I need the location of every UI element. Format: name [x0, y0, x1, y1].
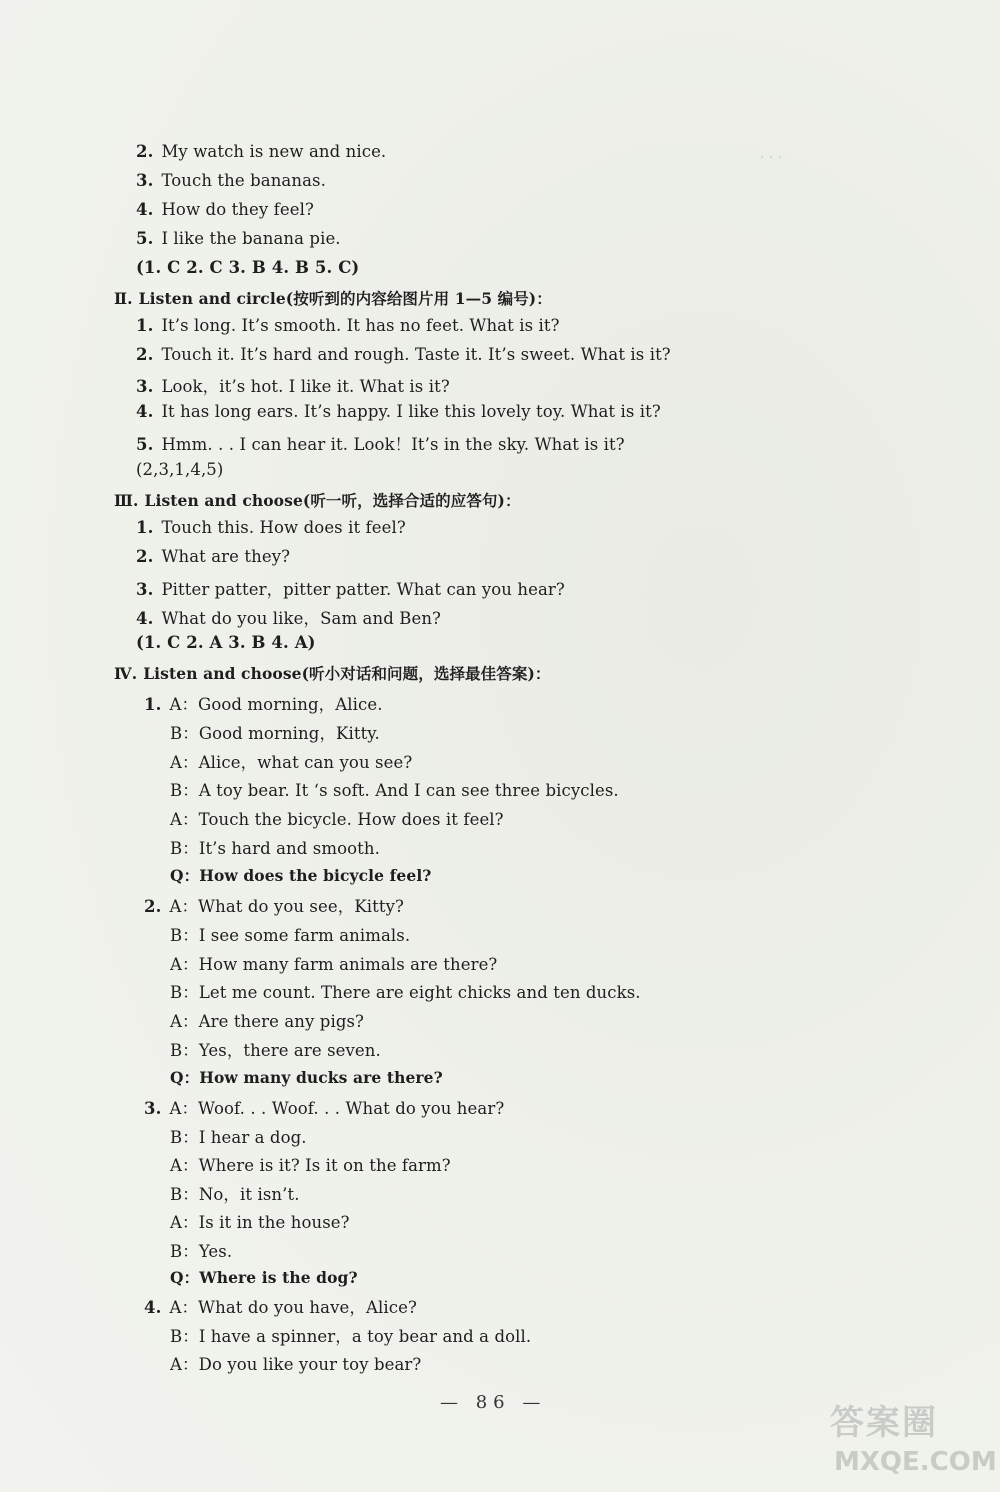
- answer-key: (2,3,1,4,5): [136, 460, 224, 479]
- list-item: 2. Touch it. It’s hard and rough. Taste it. It’s sweet. What is it?: [136, 345, 671, 364]
- list-item: 4. How do they feel?: [136, 200, 314, 219]
- section-heading: Ⅱ. Listen and circle(按听到的内容给图片用 1—5 编号)：: [114, 289, 552, 308]
- watermark-logo: [830, 1395, 995, 1487]
- list-item: 1. It’s long. It’s smooth. It has no feet. What is it?: [136, 316, 560, 335]
- dialogue-line: A：Touch the bicycle. How does it feel?: [170, 810, 504, 829]
- bleed-through-text: · · ·: [760, 150, 783, 166]
- dialogue-line: B：A toy bear. It ‘s soft. And I can see three bicycles.: [170, 781, 619, 800]
- dialogue-line: A：Do you like your toy bear?: [170, 1355, 422, 1374]
- list-item: 2. My watch is new and nice.: [136, 142, 387, 161]
- dialogue-line: A：Is it in the house?: [170, 1213, 350, 1232]
- dialogue-line: A：Where is it? Is it on the farm?: [170, 1156, 451, 1175]
- list-item: 4. What do you like，Sam and Ben?: [136, 609, 441, 628]
- dialogue-line: B：It’s hard and smooth.: [170, 839, 380, 858]
- dialogue-line: 2. A：What do you see，Kitty?: [144, 897, 404, 916]
- dialogue-line: B：I hear a dog.: [170, 1128, 307, 1147]
- list-item: 3. Pitter patter，pitter patter. What can you hear?: [136, 580, 565, 599]
- dialogue-line: 1. A：Good morning，Alice.: [144, 695, 383, 714]
- watermark-text: 答案圈: [830, 1403, 938, 1443]
- dialogue-line: B：Good morning，Kitty.: [170, 724, 380, 743]
- list-item: 5. I like the banana pie.: [136, 229, 341, 248]
- dialogue-question: Q：How does the bicycle feel?: [170, 866, 432, 885]
- list-item: 2. What are they?: [136, 547, 291, 566]
- dialogue-question: Q：How many ducks are there?: [170, 1068, 443, 1087]
- page-number: — 86 —: [440, 1392, 547, 1413]
- dialogue-line: A：How many farm animals are there?: [170, 955, 498, 974]
- answer-key: (1. C 2. C 3. B 4. B 5. C): [136, 258, 360, 277]
- dialogue-line: 4. A：What do you have，Alice?: [144, 1298, 417, 1317]
- section-heading: Ⅳ. Listen and choose(听小对话和问题，选择最佳答案)：: [114, 664, 551, 683]
- dialogue-question: Q：Where is the dog?: [170, 1268, 358, 1287]
- answer-key: (1. C 2. A 3. B 4. A): [136, 633, 316, 652]
- list-item: 5. Hmm. . . I can hear it. Look！It’s in the sky. What is it?: [136, 435, 625, 454]
- section-heading: Ⅲ. Listen and choose(听一听，选择合适的应答句)：: [114, 491, 521, 510]
- dialogue-line: A：Alice，what can you see?: [170, 753, 413, 772]
- list-item: 3. Touch the bananas.: [136, 171, 326, 190]
- dialogue-line: 3. A：Woof. . . Woof. . . What do you hear?: [144, 1099, 505, 1118]
- dialogue-line: B：Yes，there are seven.: [170, 1041, 381, 1060]
- dialogue-line: B：I have a spinner，a toy bear and a doll.: [170, 1327, 532, 1346]
- dialogue-line: B：I see some farm animals.: [170, 926, 411, 945]
- list-item: 4. It has long ears. It’s happy. I like this lovely toy. What is it?: [136, 402, 661, 421]
- dialogue-line: B：No，it isn’t.: [170, 1185, 300, 1204]
- dialogue-line: A：Are there any pigs?: [170, 1012, 364, 1031]
- watermark-url: MXQE.COM: [834, 1447, 997, 1477]
- list-item: 1. Touch this. How does it feel?: [136, 518, 406, 537]
- dialogue-line: B：Let me count. There are eight chicks and ten ducks.: [170, 983, 641, 1002]
- list-item: 3. Look，it’s hot. I like it. What is it?: [136, 377, 450, 396]
- dialogue-line: B：Yes.: [170, 1242, 233, 1261]
